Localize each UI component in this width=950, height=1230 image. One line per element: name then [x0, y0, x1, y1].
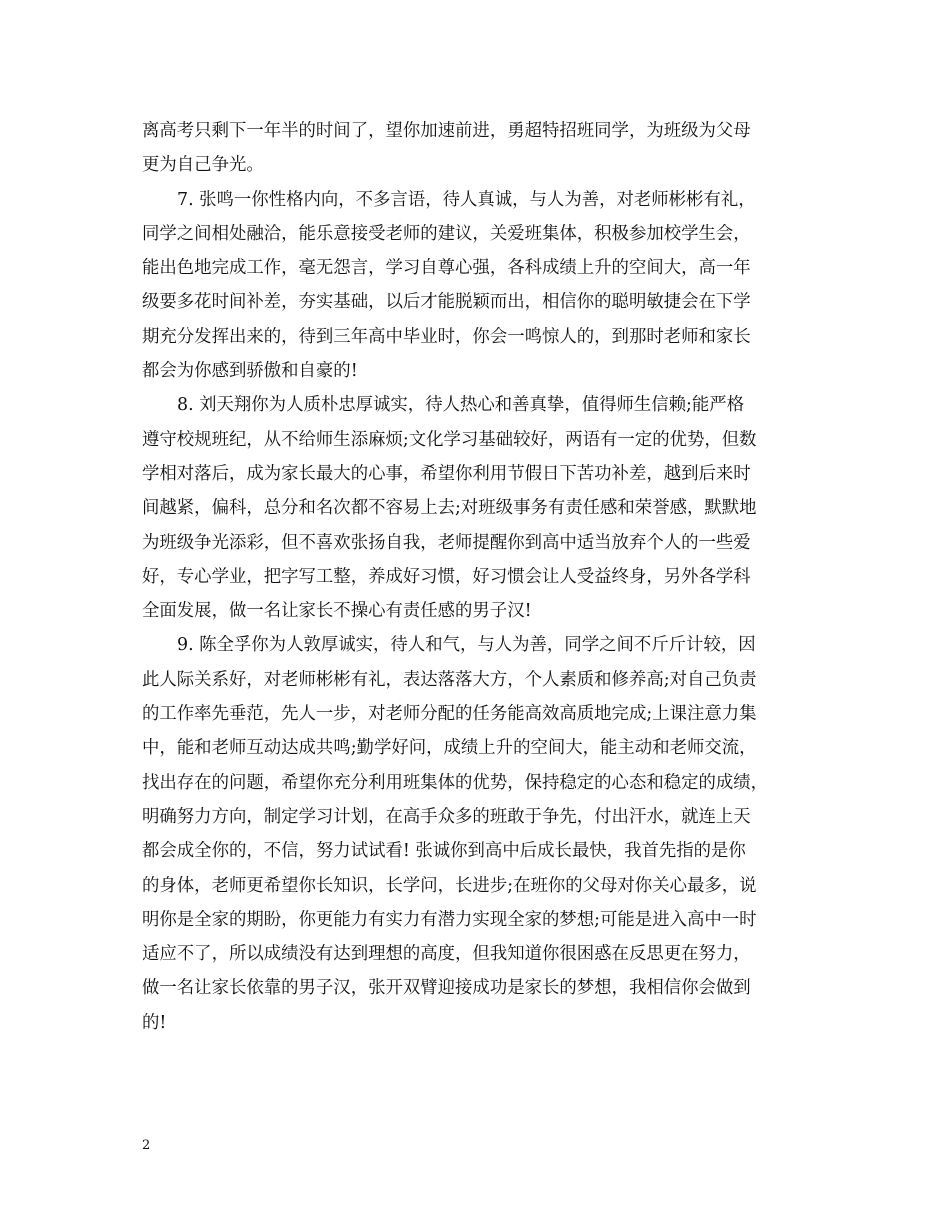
text-line: 期充分发挥出来的，待到三年高中毕业时，你会一鸣惊人的，到那时老师和家长	[142, 326, 751, 347]
text-line: 都会成全你的，不信，努力试试看! 张诚你到高中后成长最快，我首先指的是你	[142, 841, 746, 862]
text-line: 做一名让家长依靠的男子汉，张开双臂迎接成功是家长的梦想，我相信你会做到	[142, 978, 751, 999]
paragraph-first-line: 8. 刘天翔你为人质朴忠厚诚实，待人热心和善真挚，值得师生信赖;能严格	[177, 395, 745, 416]
text-line: 的工作率先垂范，先人一步，对老师分配的任务能高效高质地完成;上课注意力集	[142, 704, 757, 725]
page-number: 2	[142, 1138, 151, 1153]
text-line: 同学之间相处融洽，能乐意接受老师的建议，关爱班集体，积极参加校学生会，	[142, 223, 751, 244]
text-line: 的!	[142, 1012, 167, 1033]
text-line: 中，能和老师互动达成共鸣;勤学好问，成绩上升的空间大，能主动和老师交流，	[142, 738, 757, 759]
paragraph-first-line: 7. 张鸣一你性格内向，不多言语，待人真诚，与人为善，对老师彬彬有礼，	[177, 189, 756, 210]
document-body	[142, 114, 838, 1040]
text-line: 全面发展，做一名让家长不操心有责任感的男子汉!	[142, 601, 532, 622]
text-line: 间越紧，偏科，总分和名次都不容易上去;对班级事务有责任感和荣誉感，默默地	[142, 498, 757, 519]
text-line: 级要多花时间补差，夯实基础，以后才能脱颖而出，相信你的聪明敏捷会在下学	[142, 292, 751, 313]
text-line: 更为自己争光。	[142, 155, 264, 176]
text-line: 明你是全家的期盼，你更能力有实力有潜力实现全家的梦想;可能是进入高中一时	[142, 909, 757, 930]
text-line: 找出存在的问题，希望你充分利用班集体的优势，保持稳定的心态和稳定的成绩，	[142, 772, 769, 793]
text-line: 都会为你感到骄傲和自豪的!	[142, 361, 358, 382]
text-line: 好，专心学业，把字写工整，养成好习惯，好习惯会让人受益终身，另外各学科	[142, 566, 751, 587]
text-line: 明确努力方向，制定学习计划，在高手众多的班敢于争先，付出汗水，就连上天	[142, 806, 751, 827]
text-line: 此人际关系好，对老师彬彬有礼，表达落落大方，个人素质和修养高;对自己负责	[142, 669, 757, 690]
text-line: 离高考只剩下一年半的时间了，望你加速前进，勇超特招班同学，为班级为父母	[142, 121, 751, 141]
text-line: 遵守校规班纪，从不给师生添麻烦;文化学习基础较好，两语有一定的优势，但数	[142, 429, 757, 450]
text-line: 学相对落后，成为家长最大的心事，希望你利用节假日下苦功补差，越到后来时	[142, 463, 751, 484]
text-line: 为班级争光添彩，但不喜欢张扬自我，老师提醒你到高中适当放弃个人的一些爱	[142, 532, 751, 553]
text-line: 适应不了，所以成绩没有达到理想的高度，但我知道你很困惑在反思更在努力，	[142, 944, 751, 965]
paragraph-first-line: 9. 陈全孚你为人敦厚诚实，待人和气，与人为善，同学之间不斤斤计较，因	[177, 635, 756, 656]
text-line: 能出色地完成工作，毫无怨言，学习自尊心强，各科成绩上升的空间大，高一年	[142, 258, 751, 279]
text-line: 的身体，老师更希望你长知识，长学问，长进步;在班你的父母对你关心最多，说	[142, 875, 757, 896]
